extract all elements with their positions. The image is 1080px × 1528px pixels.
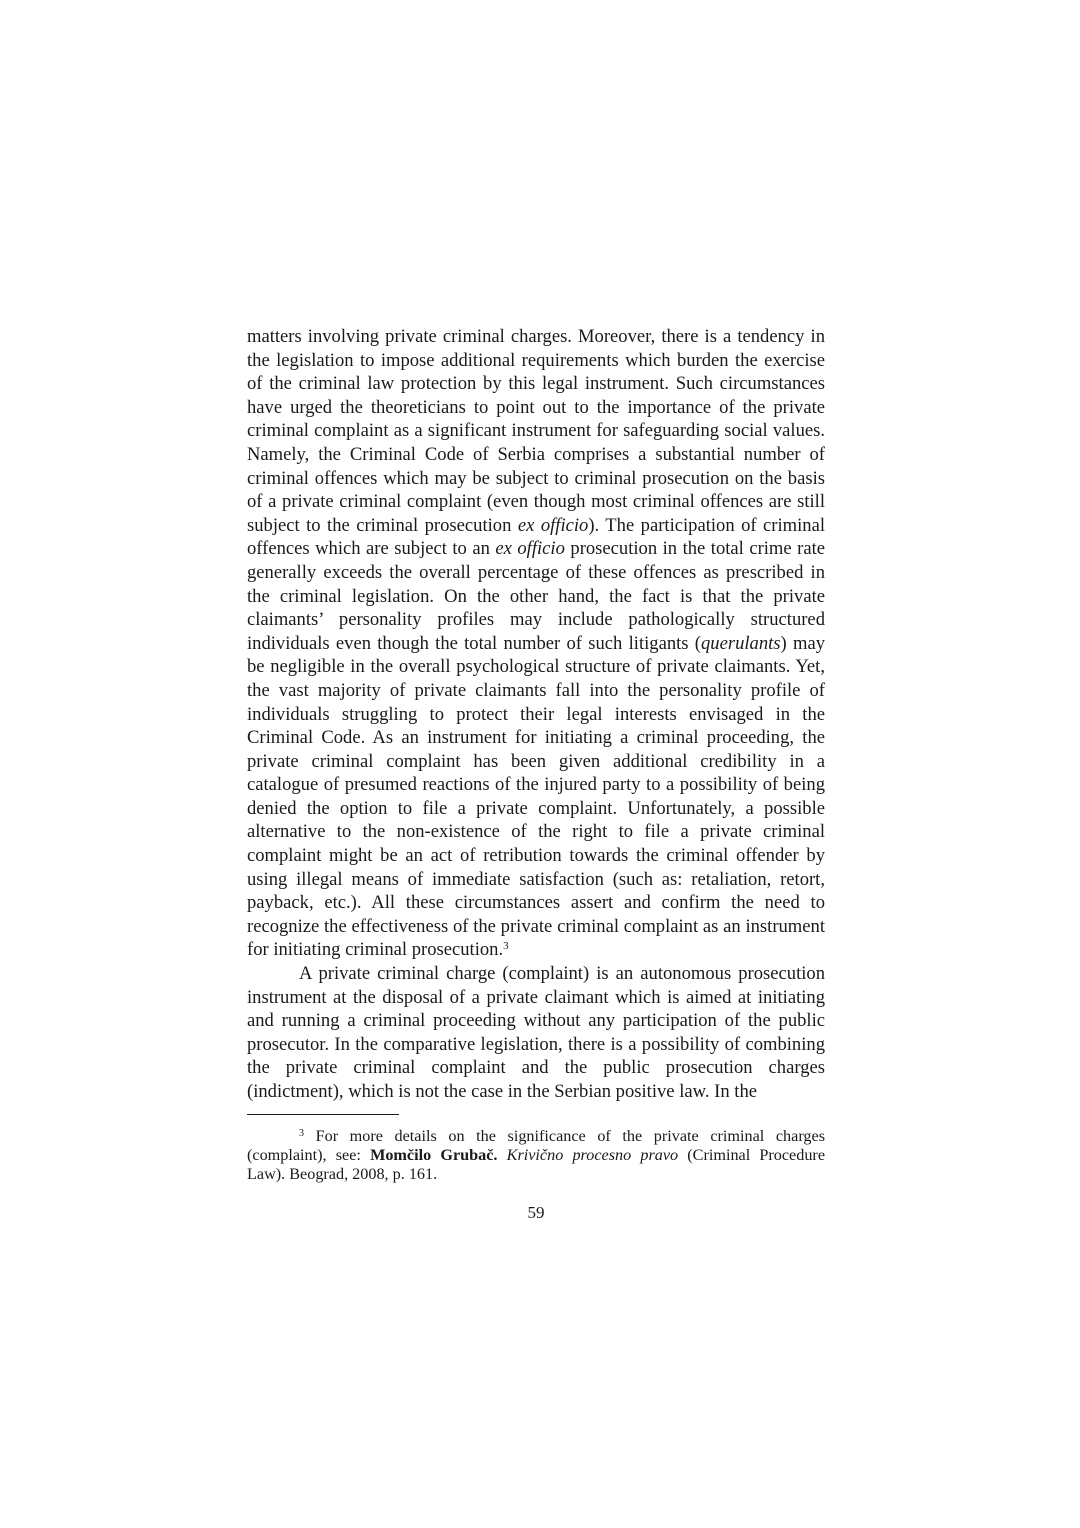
footnote-3 — [247, 1127, 825, 1185]
footnote-separator — [247, 1114, 399, 1115]
footnote-book-title: Krivično procesno pravo — [506, 1146, 679, 1164]
paragraph-1-italic-ex-officio-1: ex officio — [517, 514, 589, 536]
paragraph-1-text-b: ). The participation of criminal offences which are subject to an — [247, 514, 826, 560]
paragraph-1-italic-ex-officio-2: ex officio — [495, 538, 565, 560]
footnote-lead-text: For more details on the significance of the private criminal charges (complaint), see: — [247, 1126, 825, 1164]
body-paragraph-1 — [247, 325, 825, 962]
footnote-reference: 3 — [503, 940, 509, 953]
paragraph-1-text-a: matters involving private criminal charges. Moreover, there is a tendency in the legislation to impose additional requirements which burden the exercise of the criminal law protection by this legal instrument. Such circumstances have urged the theoreticians to point out to the importance of the private criminal complaint as a significant instrument for safeguarding social values. Namely, the Criminal Code of Serbia comprises a substantial number of criminal offences which may be subject to criminal prosecution on the basis of a private criminal complaint (even though most criminal offences are still subject to the criminal prosecution — [247, 326, 825, 536]
paragraph-1-text-c: prosecution in the total crime rate generally exceeds the overall percentage of these offences as prescribed in the criminal legislation. On the other hand, the fact is that the private claimants’ personality profiles may include pathologically structured individuals even though the total number of such litigants ( — [247, 538, 825, 654]
paragraph-1-text-d: ) may be negligible in the overall psychological structure of private claimants. Yet, the vast majority of private claimants fall into the personality profile of individuals struggling to protect their legal interests envisaged in the Criminal Code. As an instrument for initiating a criminal proceeding, the private criminal complaint has been given additional credibility in a catalogue of presumed reactions of the injured party to a possibility of being denied the option to file a private complaint. Unfortunately, a possible alternative to the non-existence of the right to file a private criminal complaint might be an act of retribution towards the criminal offender by using illegal means of immediate satisfaction (such as: retaliation, retort, payback, etc.). All these circumstances assert and confirm the need to recognize the effectiveness of the private criminal complaint as an instrument for initiating criminal prosecution. — [247, 632, 825, 961]
footnote-number: 3 — [299, 1127, 304, 1139]
document-page — [247, 325, 825, 1223]
paragraph-1-italic-querulants: querulants — [700, 632, 781, 654]
footnote-rest-text: (Criminal Procedure Law). Beograd, 2008, p. 161. — [247, 1146, 826, 1184]
page-number: 59 — [527, 1202, 545, 1222]
footnote-author: Momčilo Grubač. — [370, 1146, 498, 1164]
body-paragraph-2: A private criminal charge (complaint) is an autonomous prosecution instrument at the disposal of a private claimant which is aimed at initiating and running a criminal proceeding without any participation of the public prosecutor. In the comparative legislation, there is a possibility of combining the private criminal complaint and the public prosecution charges (indictment), which is not the case in the Serbian positive law. In the — [247, 963, 825, 1102]
